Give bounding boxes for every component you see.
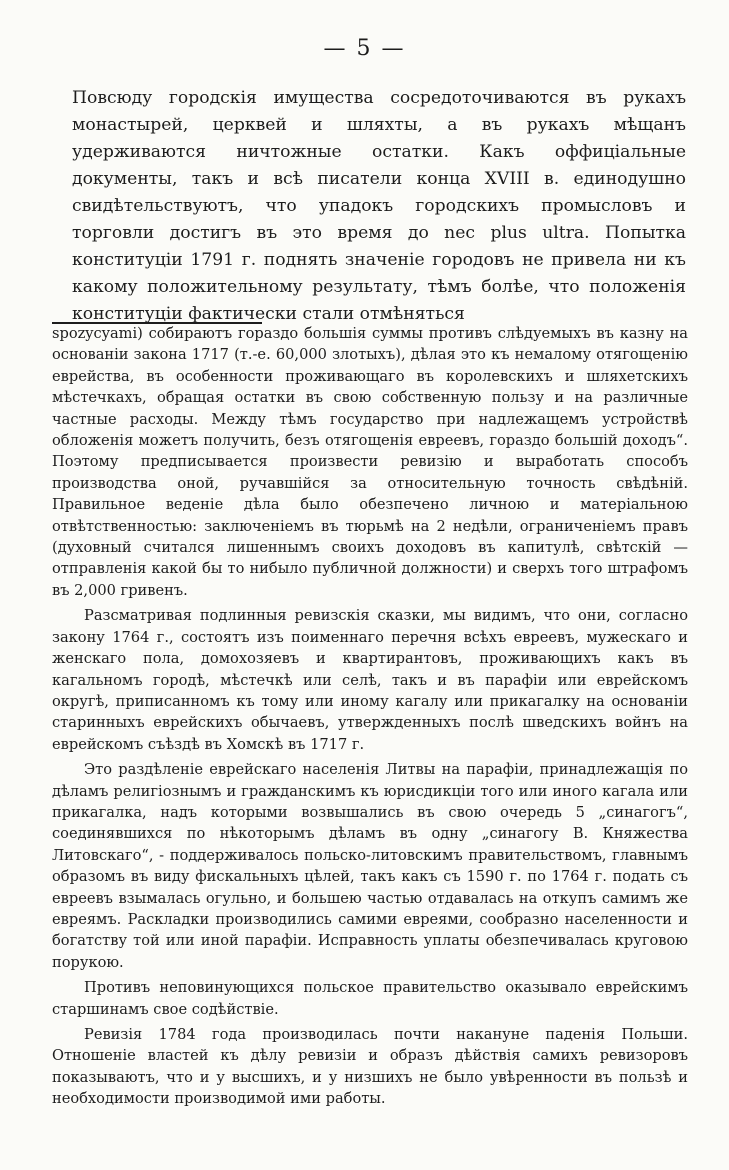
footnote-paragraph-3: Это раздѣленіе еврейскаго населенія Литвы на парафіи, принадлежащія по дѣламъ религіознымъ и гражданскимъ къ юрисдикціи того или иного кагала или прикагалка, надъ которыми возвышались въ свою очередь 5 „синагогъ“, соединявшихся по нѣкоторымъ дѣламъ въ одну „синагогу В. Княжества Литовскаго“, - поддерживалось польско-литовскимъ правительствомъ, главнымъ образомъ въ виду фискальныхъ цѣлей, такъ какъ съ 1590 г. по 1764 г. подать съ евреевъ взымалась огульно, и большею частью отдавалась на откупъ самимъ же евреямъ. Раскладки производились самими евреями, сообразно населенности и богатству той или иной парафіи. Исправность уплаты обезпечивалась круговою порукою. xyxy=(52,761,688,971)
footnote-paragraph-1: spozycyami) собираютъ гораздо большія суммы противъ слѣдуемыхъ въ казну на основаніи закона 1717 (т.-е. 60,000 злотыхъ), дѣлая это къ немалому отягощенію еврейства, въ особенности проживающаго въ королевскихъ и шляхетскихъ мѣстечкахъ, обращая остатки въ свою собственную пользу и на различные частные расходы. Между тѣмъ государство при надлежащемъ устройствѣ обложенія можетъ получить, безъ отягощенія евреевъ, гораздо большій доходъ“. Поэтому предписывается произвести ревизію и выработать способъ производства оной, ручавшійся за относительную точность свѣдѣній. Правильное веденіе дѣла было обезпечено личною и матеріальною отвѣтственностью: заключеніемъ въ тюрьмѣ на 2 недѣли, ограниченіемъ правъ (духовный считался лишеннымъ своихъ доходовъ въ капитулѣ, свѣтскій — отправленія какой бы то нибыло публичной должности) и сверхъ того штрафомъ въ 2,000 гривенъ. xyxy=(52,325,688,599)
footnote-paragraph-4: Противъ неповинующихся польское правительство оказывало еврейскимъ старшинамъ свое содѣйствіе. xyxy=(52,979,688,1018)
main-text xyxy=(72,85,686,328)
footnote-paragraph-2: Разсматривая подлинныя ревизскія сказки, мы видимъ, что они, согласно закону 1764 г., состоятъ изъ поименнаго перечня всѣхъ евреевъ, мужескаго и женскаго пола, домохозяевъ и квартирантовъ, проживающихъ какъ въ кагальномъ городѣ, мѣстечкѣ или селѣ, такъ и въ парафіи или еврейскомъ округѣ, приписанномъ къ тому или иному кагалу или прикагалку на основаніи старинныхъ еврейскихъ обычаевъ, утвержденныхъ послѣ шведскихъ войнъ на еврейскомъ съѣздѣ въ Хомскѣ въ 1717 г. xyxy=(52,607,688,753)
main-paragraph: Повсюду городскія имущества сосредоточиваются въ рукахъ монастырей, церквей и шляхты, а въ рукахъ мѣщанъ удерживаются ничтожные остатки. Какъ оффиціальные документы, такъ и всѣ писатели конца XVIII в. единодушно свидѣтельствуютъ, что упадокъ городскихъ промысловъ и торговли достигъ въ это время до nec plus ultra. Попытка конституціи 1791 г. поднять значеніе городовъ не привела ни къ какому положительному результату, тѣмъ болѣе, что положенія конституціи фактически стали отмѣняться xyxy=(72,88,686,324)
footnote-block xyxy=(52,323,688,1112)
footnote-paragraph-5: Ревизія 1784 года производилась почти накануне паденія Польши. Отношеніе властей къ дѣлу ревизіи и образъ дѣйствія самихъ ревизоровъ показываютъ, что и у высшихъ, и у низшихъ не было увѣренности въ пользѣ и необходимости производимой ими работы. xyxy=(52,1026,688,1108)
page-number: — 5 — xyxy=(323,36,406,61)
